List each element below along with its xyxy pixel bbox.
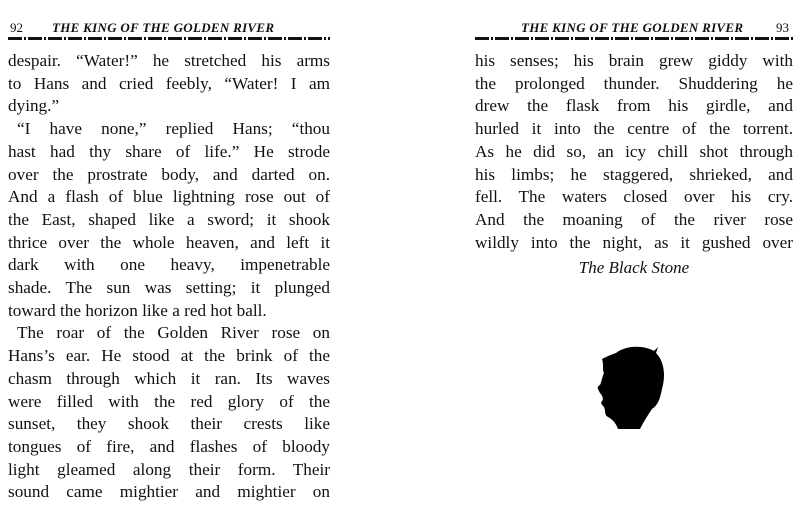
text-line: light gleamed along their form. Their <box>8 459 330 479</box>
silhouette-head-illustration <box>596 343 668 431</box>
right-running-head: THE KING OF THE GOLDEN RIVER <box>521 20 744 35</box>
text-line: the prolonged thunder. Shuddering he <box>475 73 793 93</box>
text-line: Hans’s ear. He stood at the brink of the <box>8 346 330 366</box>
right-header-rule <box>475 37 793 40</box>
text-line: As he did so, an icy chill shot through <box>475 141 793 161</box>
left-header-rule <box>8 37 330 40</box>
text-line: wildly into the night, as it gushed over <box>475 232 793 252</box>
text-line: toward the horizon like a red hot ball. <box>8 300 267 320</box>
text-line: fell. The waters closed over his cry. <box>475 187 793 207</box>
text-line: sound came mightier and mightier on <box>8 482 330 502</box>
text-line: hast had thy share of life.” He strode <box>8 141 330 161</box>
text-line: And a flash of blue lightning rose out of <box>8 187 330 207</box>
text-line: drew the flask from his girdle, and <box>475 96 793 116</box>
text-line: tongues of fire, and flashes of bloody <box>8 436 330 456</box>
text-line: shade. The sun was setting; it plunged <box>8 278 330 298</box>
text-line: chasm through which it ran. Its waves <box>8 368 330 388</box>
left-running-head: THE KING OF THE GOLDEN RIVER <box>52 20 275 35</box>
text-line: over the prostrate body, and darted on. <box>8 164 330 184</box>
text-line: his limbs; he staggered, shrieked, and <box>475 164 793 184</box>
text-line: hurled it into the centre of the torrent. <box>475 119 793 139</box>
text-line: dying.” <box>8 96 60 116</box>
text-line: the East, shaped like a sword; it shook <box>8 209 330 229</box>
text-line: “I have none,” replied Hans; “thou <box>17 119 330 139</box>
left-page-text <box>8 50 330 504</box>
right-page-text <box>475 50 793 254</box>
left-page-number: 92 <box>10 20 23 35</box>
right-page-number: 93 <box>776 20 789 35</box>
text-line: his senses; his brain grew giddy with <box>475 51 793 70</box>
text-line: And the moaning of the river rose <box>475 209 793 229</box>
text-line: The roar of the Golden River rose on <box>17 323 330 343</box>
text-line: were filled with the red glory of the <box>8 391 330 411</box>
text-line: dark with one heavy, impenetrable <box>8 255 330 275</box>
text-line: despair. “Water!” he stretched his arms <box>8 51 330 70</box>
text-line: to Hans and cried feebly, “Water! I am <box>8 73 330 93</box>
chapter-title: The Black Stone <box>578 258 690 277</box>
text-line: sunset, they shook their crests like <box>8 414 330 434</box>
text-line: thrice over the whole heaven, and left it <box>8 232 330 252</box>
